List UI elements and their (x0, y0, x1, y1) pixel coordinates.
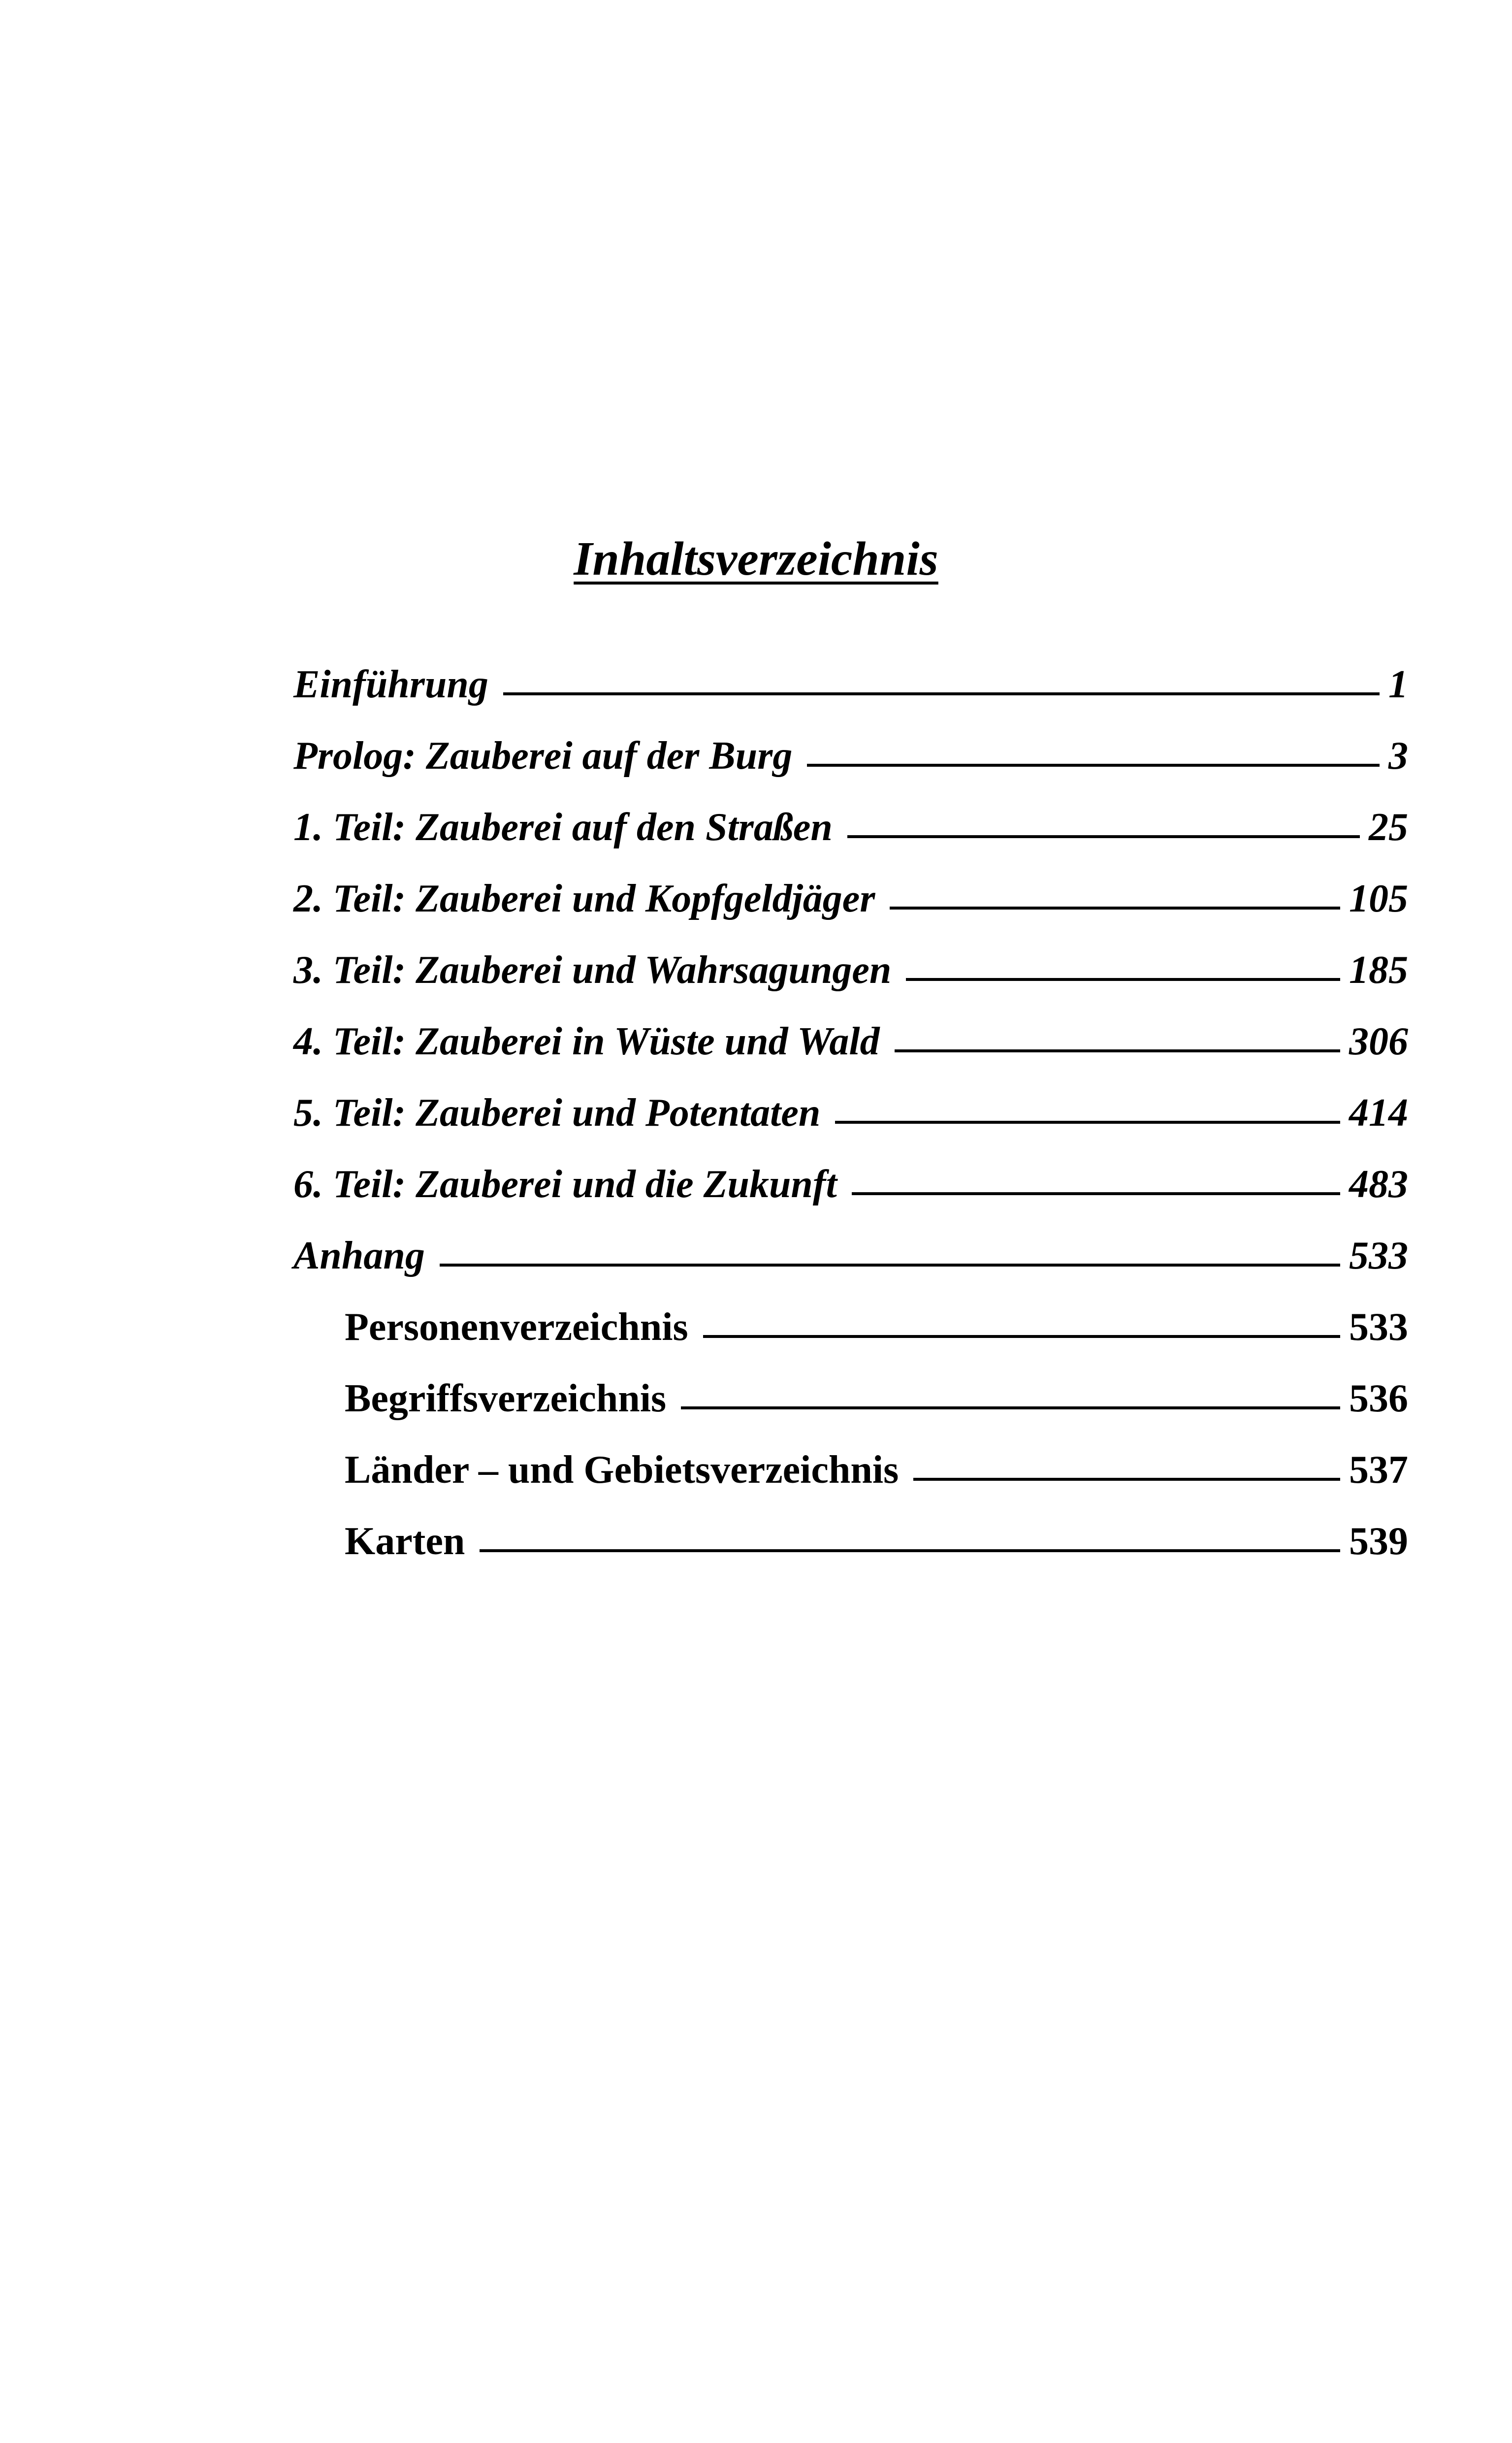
toc-subentry-laenderverzeichnis[interactable] (345, 1440, 1408, 1499)
toc-entry-label: Prolog: Zauberei auf der Burg (293, 734, 793, 778)
toc-subentry-label: Personenverzeichnis (345, 1305, 688, 1349)
toc-page-number: 1 (1388, 663, 1408, 706)
toc-leader-line (895, 1049, 1340, 1052)
page-title-text: Inhaltsverzeichnis (574, 532, 938, 586)
toc-leader-line (835, 1121, 1340, 1124)
toc-entry-teil-5[interactable] (293, 1083, 1408, 1142)
toc-leader-line (913, 1478, 1340, 1481)
toc-page-number: 306 (1349, 1020, 1408, 1063)
toc-page-number: 537 (1349, 1448, 1408, 1492)
toc-page-number: 3 (1388, 734, 1408, 778)
toc-page-number: 185 (1349, 948, 1408, 992)
toc-leader-line (890, 907, 1340, 910)
toc-subentry-label: Länder – und Gebietsverzeichnis (345, 1448, 899, 1492)
toc-entry-anhang[interactable] (293, 1226, 1408, 1285)
toc-page-number: 539 (1349, 1520, 1408, 1563)
toc-page-number: 414 (1349, 1091, 1408, 1135)
toc-subentry-karten[interactable] (345, 1512, 1408, 1571)
toc-entry-prolog[interactable] (293, 726, 1408, 785)
toc-leader-line (852, 1192, 1340, 1195)
toc-entry-label: Einführung (293, 663, 488, 706)
toc-entry-label: 4. Teil: Zauberei in Wüste und Wald (293, 1020, 880, 1063)
toc-page-number: 533 (1349, 1234, 1408, 1277)
toc-entry-label: Anhang (293, 1234, 425, 1277)
toc-leader-line (480, 1549, 1340, 1552)
toc-entry-label: 5. Teil: Zauberei und Potentaten (293, 1091, 821, 1135)
toc-subentry-label: Karten (345, 1520, 465, 1563)
toc-subentry-label: Begriffsverzeichnis (345, 1377, 667, 1420)
toc-leader-line (440, 1264, 1340, 1267)
toc-entry-teil-4[interactable] (293, 1012, 1408, 1071)
toc-entry-einfuehrung[interactable] (293, 655, 1408, 714)
toc-leader-line (703, 1335, 1340, 1338)
toc-subentry-begriffsverzeichnis[interactable] (345, 1369, 1408, 1428)
toc-entry-label: 1. Teil: Zauberei auf den Straßen (293, 806, 833, 849)
toc-entry-teil-3[interactable] (293, 941, 1408, 1000)
toc-entry-label: 6. Teil: Zauberei und die Zukunft (293, 1163, 837, 1206)
toc-leader-line (906, 978, 1340, 981)
toc-page-number: 536 (1349, 1377, 1408, 1420)
toc-page-number: 533 (1349, 1305, 1408, 1349)
toc-entry-label: 2. Teil: Zauberei und Kopfgeldjäger (293, 877, 875, 920)
toc-page-number: 483 (1349, 1163, 1408, 1206)
toc-leader-line (503, 692, 1380, 695)
toc-leader-line (847, 835, 1360, 838)
toc-entry-teil-6[interactable] (293, 1155, 1408, 1214)
toc-entry-label: 3. Teil: Zauberei und Wahrsagungen (293, 948, 892, 992)
toc-page-number: 105 (1349, 877, 1408, 920)
toc-entry-teil-1[interactable] (293, 798, 1408, 857)
toc-leader-line (807, 764, 1380, 767)
toc-entry-teil-2[interactable] (293, 869, 1408, 928)
toc-subentry-personenverzeichnis[interactable] (345, 1298, 1408, 1357)
toc-leader-line (681, 1406, 1340, 1409)
toc-page-number: 25 (1369, 806, 1408, 849)
